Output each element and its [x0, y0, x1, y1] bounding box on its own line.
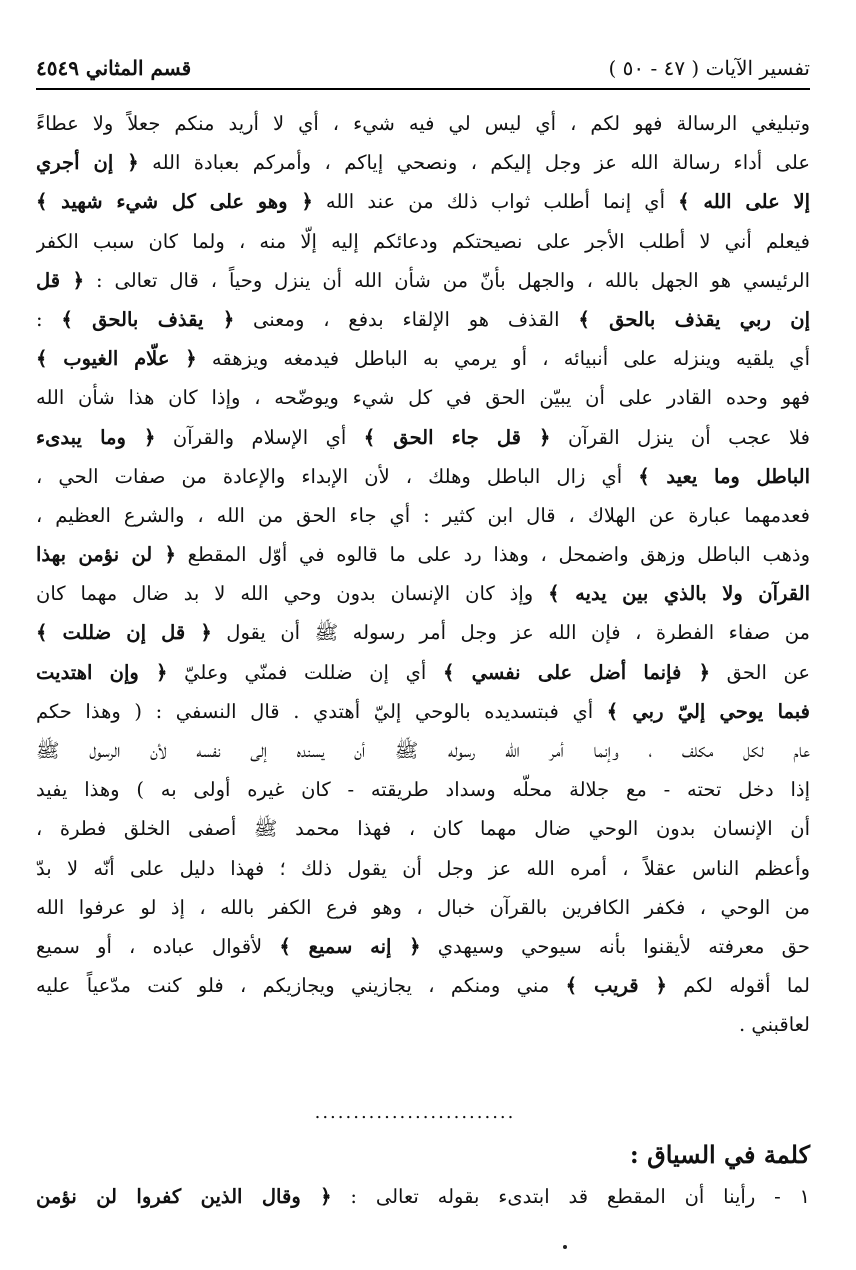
text-line	[36, 339, 810, 378]
text-line	[36, 457, 810, 496]
quran-quote: ﴿ لن نؤمن بهذا	[36, 543, 176, 567]
text-segment: ١ - رأينا أن المقطع قد ابتدىء بقوله تعالى :	[331, 1185, 810, 1208]
section-page-label: قسم المثاني ٤٥٤٩	[36, 56, 192, 80]
quran-quote: إن ربي يقذف بالحق ﴾	[578, 307, 810, 331]
text-line	[36, 613, 810, 652]
text-segment: فلا عجب أن ينزل القرآن	[550, 425, 810, 449]
quran-quote: الباطل وما يعيد ﴾	[638, 464, 810, 488]
text-segment: من الوحي ، فكفر الكافرين بالقرآن خبال ، وهو فرع الكفر بالله ، إذ لو عرفوا الله	[36, 895, 810, 919]
quran-quote: ﴿ علّام الغيوب ﴾	[36, 347, 197, 371]
quran-quote: ﴿ فإنما أضل على نفسي ﴾	[442, 660, 710, 684]
text-line	[36, 143, 810, 182]
text-segment: فعدمهما عبارة عن الهلاك ، قال ابن كثير : أي جاء الحق من الله ، والشرع العظيم ،	[36, 503, 810, 527]
text-segment: مني ومنكم ، يجازيني ويجازيكم ، فلو كنت مدّعياً عليه	[36, 974, 566, 998]
quran-quote: ﴿ قل	[36, 268, 85, 292]
quran-quote: ﴿ يقذف بالحق ﴾	[61, 307, 235, 331]
text-line	[36, 809, 810, 848]
text-segment: القذف هو الإلقاء بدفع ، ومعنى	[234, 307, 579, 331]
text-line	[36, 849, 810, 888]
body-text	[36, 104, 810, 1045]
quran-quote: ﴿ إن أجري	[36, 151, 139, 175]
quran-quote: ﴿ وقال الذين كفروا لن نؤمن	[36, 1185, 332, 1208]
quran-quote: ﴿ إنه سميع ﴾	[279, 934, 421, 958]
quran-quote: ﴿ وإن اهتديت	[36, 660, 168, 684]
text-segment: أي زال الباطل وهلك ، لأن الإبداء والإعادة من صفات الحي ،	[36, 464, 639, 488]
text-segment: وذهب الباطل وزهق واضمحل ، وهذا رد على ما قالوه في أوّل المقطع	[175, 543, 810, 567]
text-segment: أن الإنسان بدون الوحي ضال مهما كان ، فهذا محمد ﷺ أصفى الخلق فطرة ،	[36, 817, 810, 841]
text-segment: لأقوال عباده ، أو سميع	[36, 934, 280, 958]
text-line	[36, 574, 810, 613]
text-segment: عن الحق	[710, 660, 810, 684]
header-rule	[36, 88, 810, 90]
text-segment: وأعظم الناس عقلاً ، أمره الله عز وجل أن يقول ذلك ؛ فهذا دليل على أنّه لا بدّ	[36, 856, 810, 880]
text-segment: عام لكل مكلف ، وإنما أمر الله رسوله ﷺ أن يسنده إلى نفسه لأن الرسول ﷺ	[36, 739, 810, 762]
quran-quote: ﴿ وهو على كل شيء شهيد ﴾	[36, 190, 313, 214]
text-line	[36, 653, 810, 692]
text-segment: لعاقبني .	[738, 1013, 810, 1037]
text-segment: :	[36, 307, 62, 331]
text-segment: من صفاء الفطرة ، فإن الله عز وجل أمر رسوله ﷺ أن يقول	[211, 621, 810, 645]
text-line	[36, 418, 810, 457]
text-line	[36, 300, 810, 339]
text-line	[36, 496, 810, 535]
text-line	[36, 888, 810, 927]
quran-quote: ﴿ قل إن ضللت ﴾	[36, 621, 212, 645]
text-segment: أي إنما أطلب ثواب ذلك من عند الله	[312, 190, 679, 214]
separator-dots: ..........................	[314, 1102, 516, 1123]
text-segment: أي إن ضللت فمنّي وعليّ	[167, 660, 443, 684]
quran-quote: إلا على الله ﴾	[678, 190, 810, 214]
context-point-one	[36, 1185, 810, 1208]
text-line	[36, 182, 810, 221]
text-segment: أي يلقيه وينزله على أنبيائه ، أو يرمي به الباطل فيدمغه ويزهقه	[196, 347, 810, 371]
quran-quote: فبما يوحي إليّ ربي ﴾	[606, 699, 810, 723]
text-line	[36, 222, 810, 261]
text-segment: فيعلم أني لا أطلب الأجر على نصيحتكم ودعائكم إليه إلّا منه ، ولما كان سبب الكفر	[36, 229, 810, 253]
text-segment: وإذ كان الإنسان بدون وحي الله لا بد ضال مهما كان	[36, 582, 549, 606]
footer-dot	[563, 1245, 567, 1249]
text-segment: حق معرفته لأيقنوا بأنه سيوحي وسيهدي	[420, 934, 810, 958]
section-heading: كلمة في السياق :	[629, 1140, 810, 1169]
text-segment: أي الإسلام والقرآن	[155, 425, 364, 449]
quran-quote: ﴿ وما يبدىء	[36, 425, 156, 449]
text-segment: فهو وحده القادر على أن يبيّن الحق في كل شيء ويوضّحه ، وإذا كان هذا شأن الله	[36, 386, 810, 410]
text-line	[36, 927, 810, 966]
text-segment: وتبليغي الرسالة فهو لكم ، أي ليس لي فيه شيء ، أي لا أريد منكم جعلاً ولا عطاءً	[36, 112, 810, 135]
text-line	[36, 535, 810, 574]
text-line	[36, 378, 810, 417]
text-line	[36, 692, 810, 731]
text-line	[36, 731, 810, 770]
page-header	[36, 48, 810, 90]
quran-quote: ﴿ قل جاء الحق ﴾	[363, 425, 551, 449]
text-segment: الرئيسي هو الجهل بالله ، والجهل بأنّ من شأن الله أن ينزل وحياً ، قال تعالى :	[84, 268, 810, 292]
quran-quote: القرآن ولا بالذي بين يديه ﴾	[548, 582, 810, 606]
text-segment: إذا دخل تحته - مع جلالة محلّه وسداد طريقته - كان غيره أولى به ) وهذا يفيد	[36, 778, 810, 802]
chapter-title: تفسير الآيات ( ٤٧ - ٥٠ )	[608, 56, 810, 80]
text-segment: على أداء رسالة الله عز وجل إليكم ، ونصحي إياكم ، وأمركم بعبادة الله	[138, 151, 810, 175]
text-line	[36, 261, 810, 300]
text-line	[36, 104, 810, 143]
text-line	[36, 1005, 810, 1044]
text-segment: أي فبتسديده بالوحي إليّ أهتدي . قال النسفي : ( وهذا حكم	[36, 699, 607, 723]
text-line	[36, 770, 810, 809]
text-segment: لما أقوله لكم	[666, 974, 810, 998]
quran-quote: ﴿ قريب ﴾	[565, 974, 667, 998]
text-line	[36, 966, 810, 1005]
